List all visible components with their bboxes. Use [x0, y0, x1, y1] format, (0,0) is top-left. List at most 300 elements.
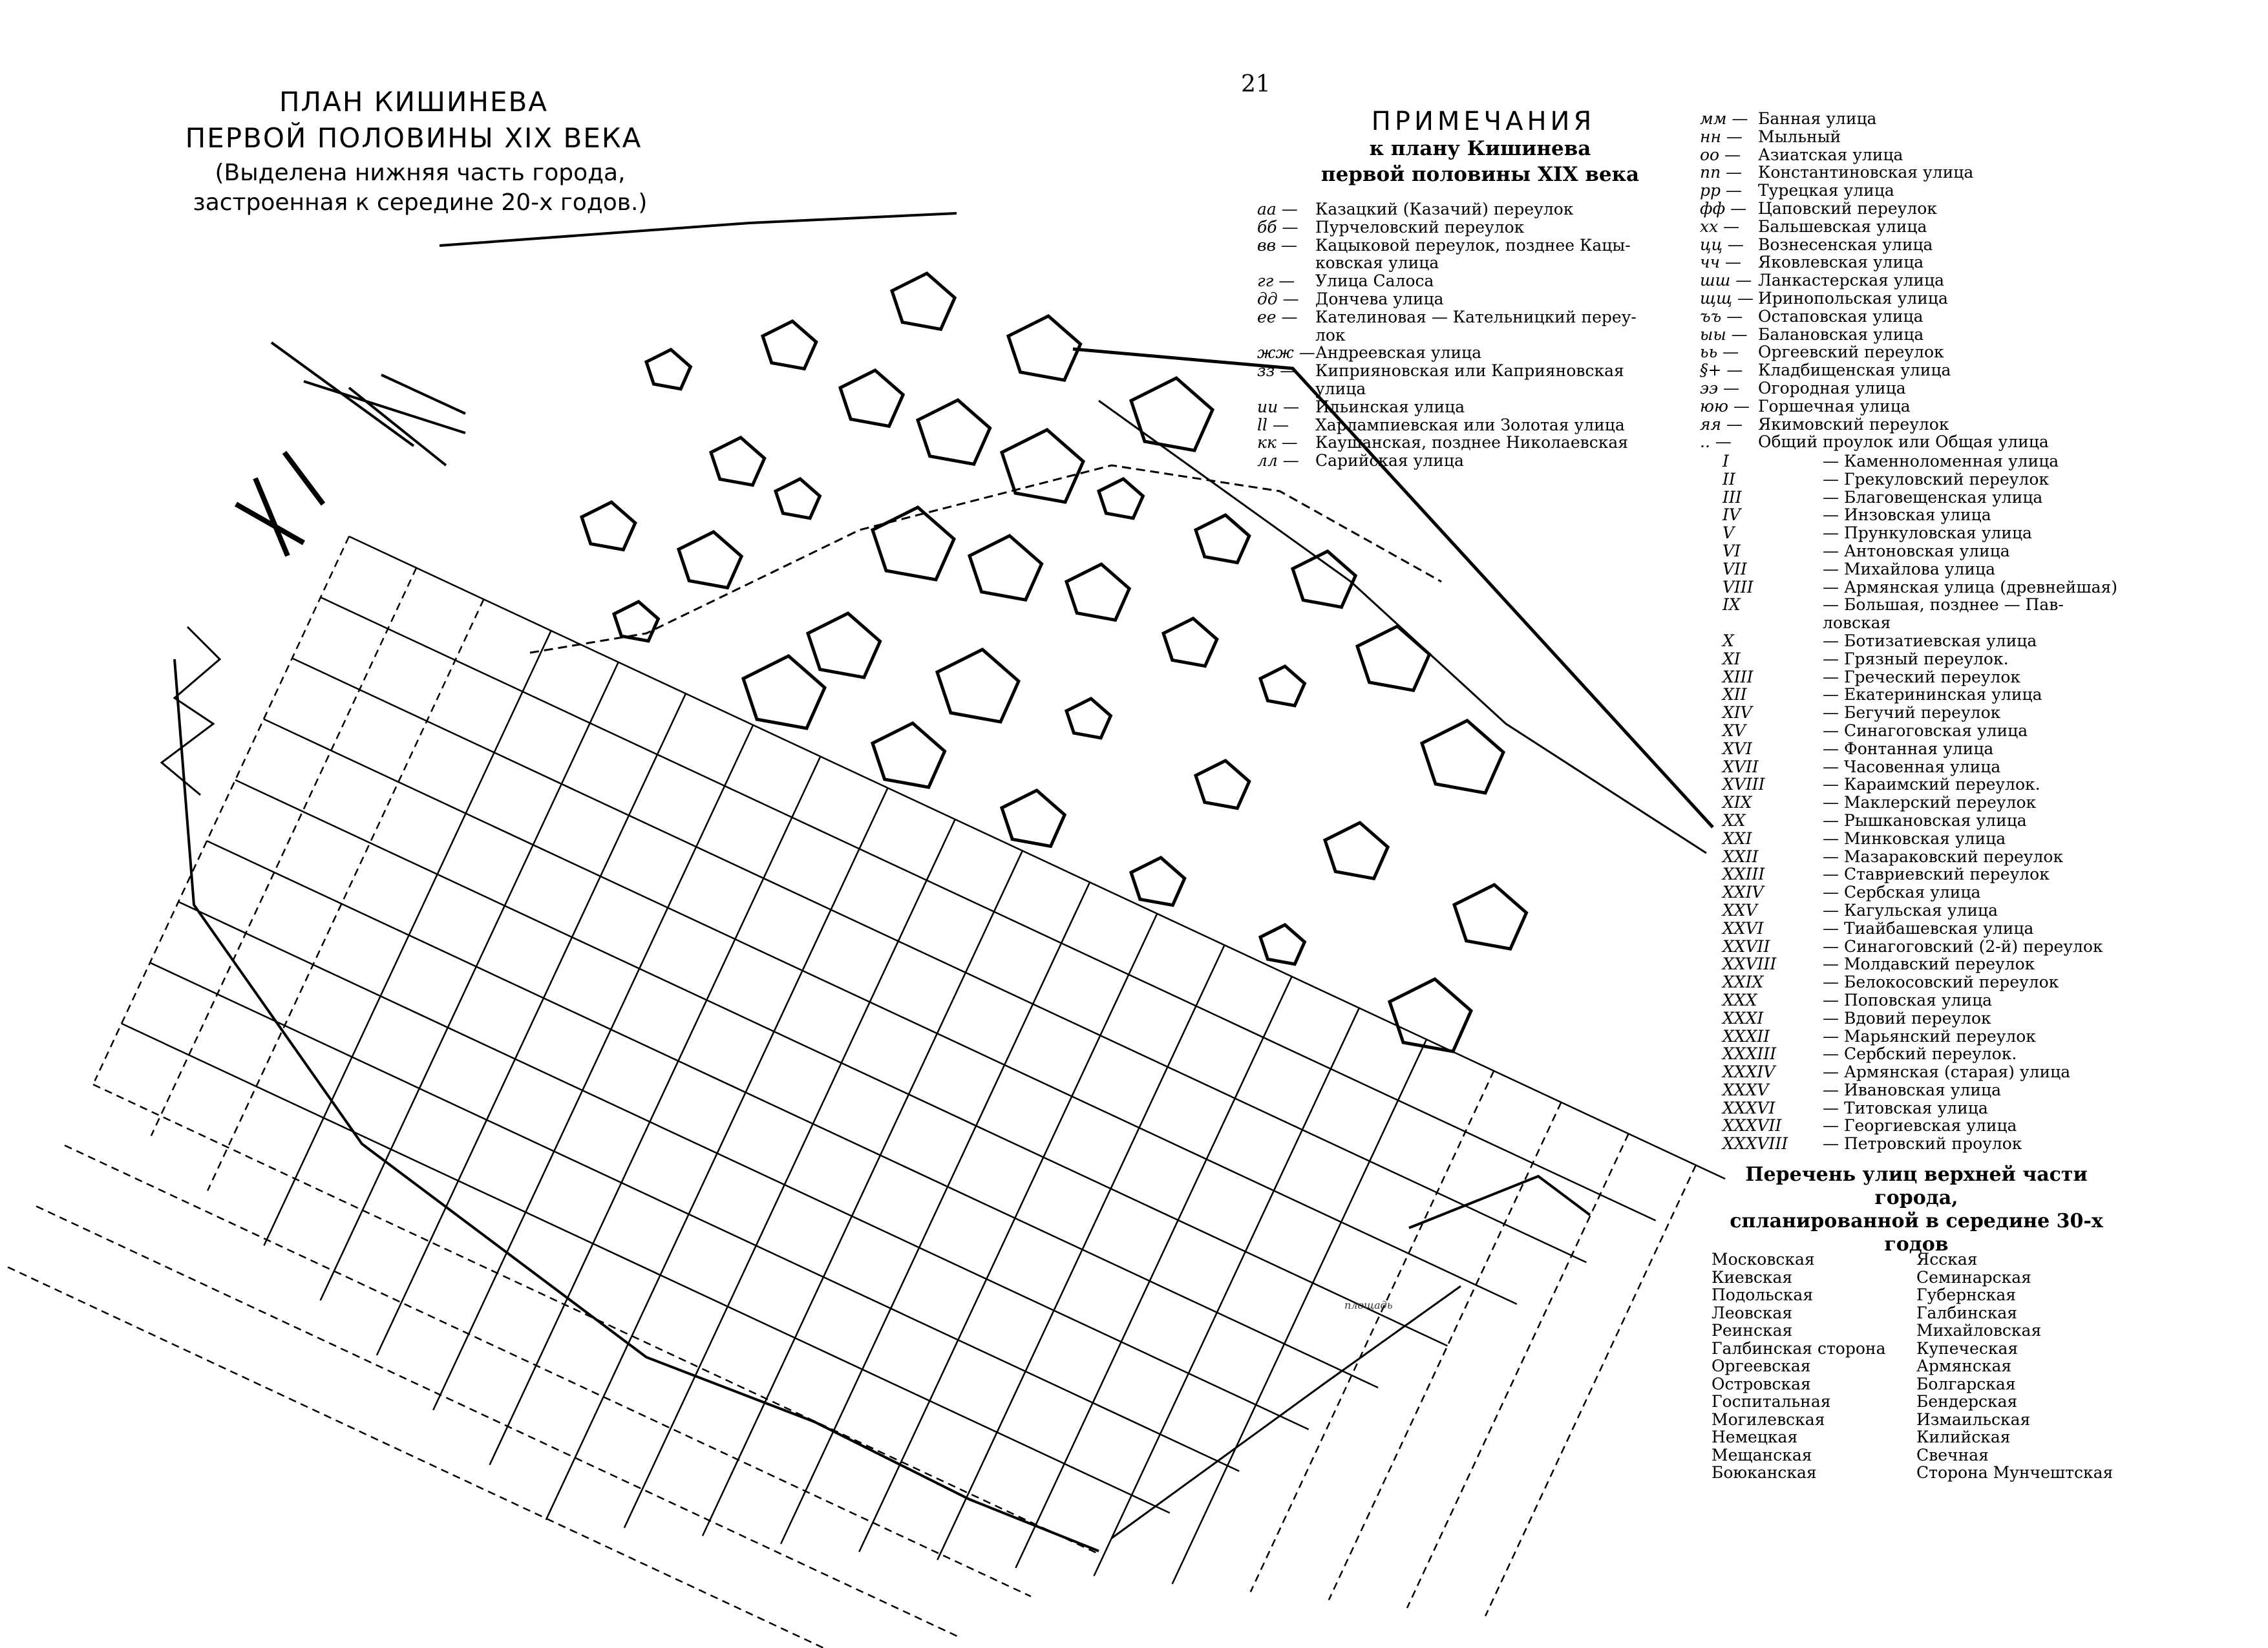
- legend-code: VIII: [1722, 577, 1754, 597]
- street-line: [150, 963, 1239, 1472]
- legend-entry: [1257, 398, 1671, 416]
- legend-code: щщ —: [1700, 288, 1754, 308]
- legend-entry: [1700, 200, 2126, 218]
- legend-code: XXIX: [1722, 973, 1764, 992]
- legend-street-name: — Сербская улица: [1823, 883, 1981, 902]
- legend-entry: [1722, 938, 2143, 956]
- legend-entry: [1722, 524, 2143, 542]
- legend-code: ьь —: [1700, 343, 1739, 362]
- legend-street-name: — Маклерский переулок: [1823, 793, 2037, 812]
- legend-street-name: — Марьянский переулок: [1823, 1026, 2036, 1046]
- cross-street-line: [264, 631, 551, 1245]
- legend-street-name: — Грекуловский переулок: [1823, 469, 2050, 489]
- legend-street-name: — Ивановская улица: [1823, 1080, 2002, 1099]
- cross-street-line: [546, 788, 888, 1519]
- legend-entry: [1722, 668, 2143, 686]
- legend-entry: [1722, 1028, 2143, 1046]
- legend-entry: [1722, 614, 2143, 632]
- street-line: [207, 841, 1378, 1388]
- legend-street-name: — Синагоговский (2-й) переулок: [1823, 936, 2103, 956]
- street-name: Губернская: [1916, 1285, 2017, 1304]
- old-town-block: [1131, 858, 1185, 905]
- old-town-block: [1260, 666, 1304, 706]
- legend-code: IX: [1722, 595, 1741, 615]
- legend-street-name: Андреевская улица: [1315, 343, 1482, 363]
- legend-entry: [1700, 416, 2126, 434]
- legend-street-name: Константиновская улица: [1758, 163, 1974, 182]
- legend-entry: [1257, 254, 1671, 272]
- legend-street-name: лок: [1315, 325, 1346, 344]
- legend-entry: [1700, 146, 2126, 164]
- street-name: Мещанская: [1712, 1445, 1812, 1464]
- legend-code: XIV: [1722, 703, 1752, 723]
- legend-entry: [1257, 362, 1671, 380]
- street-line: [178, 902, 1309, 1429]
- legend-code: дд —: [1257, 289, 1299, 308]
- cross-street-line: [859, 914, 1157, 1552]
- old-town-block: [1196, 515, 1249, 563]
- legend-entry: [1722, 470, 2143, 489]
- old-town-block: [1002, 790, 1065, 846]
- legend-entry: [1700, 361, 2126, 379]
- legend-entry: [1722, 578, 2143, 597]
- city-boundary-line: [1112, 1286, 1461, 1538]
- legend-street-name: Азиатская улица: [1758, 145, 1903, 164]
- legend-code: XII: [1722, 685, 1747, 704]
- legend-code: юю —: [1700, 396, 1750, 416]
- legend-code: шш —: [1700, 271, 1752, 290]
- legend-code: XXXVI: [1722, 1098, 1775, 1117]
- old-town-block: [918, 400, 990, 464]
- street-line: [8, 1267, 892, 1648]
- page-number: 21: [1241, 71, 1271, 98]
- legend-street-name: — Фонтанная улица: [1823, 739, 1994, 758]
- legend-street-name: Иринопольская улица: [1758, 288, 1948, 308]
- legend-street-name: Ильинская улица: [1315, 397, 1465, 416]
- legend-code: XXII: [1722, 847, 1759, 866]
- cross-street-line: [1094, 1008, 1359, 1576]
- legend-street-name: Оргеевский переулок: [1758, 343, 1944, 362]
- map-title-line: ПЕРВОЙ ПОЛОВИНЫ XIX ВЕКА: [185, 122, 642, 154]
- legend-street-name: Улица Салоса: [1315, 271, 1434, 291]
- legend-street-name: Остаповская улица: [1758, 306, 1924, 326]
- cross-street-line: [207, 599, 483, 1190]
- legend-street-name: Дончева улица: [1315, 289, 1444, 308]
- legend-entry: [1700, 326, 2126, 344]
- legend-code: [1722, 614, 1816, 632]
- legend-entry: [1700, 128, 2126, 146]
- legend-code: XXVII: [1722, 936, 1770, 956]
- legend-entry: [1722, 506, 2143, 524]
- legend-code: нн —: [1700, 127, 1743, 146]
- legend-street-name: Ланкастерская улица: [1758, 271, 1945, 290]
- legend-entry: [1257, 416, 1671, 434]
- legend-entry: [1722, 794, 2143, 812]
- legend-entry: [1257, 272, 1671, 290]
- legend-entry: [1700, 379, 2126, 397]
- legend-code: XXVIII: [1722, 955, 1777, 974]
- old-town-block: [1422, 721, 1503, 793]
- legend-street-name: — Благовещенская улица: [1823, 487, 2043, 507]
- legend-street-name: — Кагульская улица: [1823, 900, 1998, 920]
- street-name: Михайловская: [1916, 1321, 2042, 1340]
- legend-street-name: Бальшевская улица: [1758, 217, 1927, 236]
- old-town-block: [873, 723, 945, 787]
- upper-streets-column-2: [1916, 1251, 2130, 1482]
- old-town-block: [582, 502, 635, 550]
- old-town-block: [679, 532, 741, 587]
- street-line: [292, 658, 1586, 1262]
- legend-code: [1257, 254, 1315, 272]
- legend-street-name: — Грязный переулок.: [1823, 649, 2009, 668]
- legend-street-name: ловская: [1823, 613, 1891, 633]
- street-line: [122, 1024, 1170, 1513]
- legend-entry: [1722, 812, 2143, 830]
- legend-code: пп —: [1700, 163, 1743, 182]
- street-name: Ясская: [1916, 1250, 1978, 1269]
- street-name: Свечная: [1916, 1445, 1989, 1464]
- legend-code: XI: [1722, 649, 1741, 668]
- cross-street-line: [1407, 1134, 1629, 1608]
- legend-code: II: [1722, 469, 1735, 489]
- street-name: Госпитальная: [1712, 1392, 1831, 1411]
- legend-entry: [1722, 542, 2143, 560]
- cross-street-line: [1251, 1071, 1494, 1592]
- legend-street-name: — Антоновская улица: [1823, 541, 2010, 560]
- legend-entry: [1257, 308, 1671, 326]
- legend-street-name: — Греческий переулок: [1823, 667, 2021, 686]
- legend-entry: [1257, 290, 1671, 308]
- legend-code: гг —: [1257, 271, 1295, 291]
- legend-entry: [1722, 452, 2143, 470]
- map-title-line: ПЛАН КИШИНЕВА: [279, 86, 549, 118]
- legend-street-name: — Екатерининская улица: [1823, 685, 2042, 704]
- legend-entry: [1700, 182, 2126, 200]
- street-name: Галбинская: [1916, 1303, 2018, 1322]
- street-name: Купеческая: [1916, 1338, 2019, 1358]
- legend-street-name: — Караимский переулок.: [1823, 775, 2040, 794]
- legend-entry: [1722, 1045, 2143, 1063]
- legend-code: чч —: [1700, 253, 1742, 272]
- gully-line: [162, 627, 220, 795]
- old-town-block: [1325, 823, 1388, 878]
- notes-subtitle: [1312, 136, 1648, 187]
- legend-street-name: Сарийская улица: [1315, 451, 1464, 470]
- legend-street-name: — Каменноломенная улица: [1823, 452, 2059, 470]
- legend-code: ее —: [1257, 307, 1298, 326]
- legend-street-name: — Сербский переулок.: [1823, 1044, 2017, 1064]
- legend-code: XXV: [1722, 900, 1757, 920]
- legend-street-name: — Большая, позднее — Пав-: [1823, 595, 2064, 615]
- old-town-block: [1196, 761, 1249, 808]
- legend-entry: [1722, 991, 2143, 1009]
- legend-code: XVII: [1722, 757, 1759, 776]
- legend-entry: [1700, 433, 2126, 451]
- legend-roman-codes: [1722, 452, 2143, 1153]
- legend-street-name: Банная улица: [1758, 109, 1877, 128]
- street-name: Семинарская: [1916, 1267, 2031, 1287]
- legend-code: [1257, 380, 1315, 398]
- cross-street-line: [937, 945, 1224, 1559]
- cross-street-line: [624, 819, 955, 1528]
- legend-street-name: — Прункуловская улица: [1823, 523, 2032, 543]
- legend-code: лл —: [1257, 451, 1299, 470]
- legend-entry: [1722, 848, 2143, 866]
- map-subtitle-line: (Выделена нижняя часть города,: [215, 160, 626, 186]
- legend-entry: [1257, 452, 1671, 470]
- map-label-square: площадь: [1344, 1299, 1393, 1311]
- legend-entry: [1700, 397, 2126, 416]
- legend-street-name: — Молдавский переулок: [1823, 955, 2035, 974]
- legend-entry: [1722, 1081, 2143, 1099]
- legend-code: XXVI: [1722, 918, 1764, 938]
- legend-code: XIX: [1722, 793, 1752, 812]
- old-town-block: [873, 507, 954, 580]
- street-name: Островская: [1712, 1374, 1811, 1393]
- legend-code: V: [1722, 523, 1735, 543]
- old-town-block: [970, 536, 1042, 600]
- legend-street-name: Мыльный: [1758, 127, 1841, 146]
- legend-street-name: — Бегучий переулок: [1823, 703, 2001, 723]
- legend-entry: [1722, 1117, 2143, 1135]
- legend-street-name: — Минковская улица: [1823, 829, 2006, 848]
- street-name: Бендерская: [1916, 1392, 2018, 1411]
- old-town-block: [1454, 885, 1527, 949]
- old-town-block: [892, 273, 955, 329]
- legend-entry: [1722, 955, 2143, 973]
- legend-code: XXX: [1722, 990, 1757, 1009]
- legend-street-name: — Петровский проулок: [1823, 1134, 2022, 1154]
- legend-street-name: улица: [1315, 379, 1366, 398]
- street-name: Измаильская: [1916, 1410, 2031, 1429]
- river-bank-line: [1409, 1176, 1590, 1228]
- legend-entry: [1722, 865, 2143, 883]
- legend-code: XIII: [1722, 667, 1754, 686]
- legend-entry: [1700, 343, 2126, 361]
- street-name: Сторона Мунчештская: [1916, 1463, 2114, 1482]
- old-town-block: [1008, 316, 1081, 380]
- legend-street-name: — Михайлова улица: [1823, 559, 1995, 578]
- legend-street-name: Кладбищенская улица: [1758, 361, 1951, 380]
- legend-code: ии —: [1257, 397, 1300, 416]
- legend-code: яя —: [1700, 414, 1743, 434]
- legend-code: XXXIV: [1722, 1062, 1775, 1082]
- legend-entry: [1722, 596, 2143, 614]
- old-town-block: [711, 438, 765, 485]
- legend-street-name: — Ставриевский переулок: [1823, 865, 2050, 884]
- legend-code: VII: [1722, 559, 1747, 578]
- legend-code: XXXIII: [1722, 1044, 1777, 1064]
- legend-street-name: — Белокосовский переулок: [1823, 973, 2059, 992]
- legend-code: XXXV: [1722, 1080, 1769, 1099]
- legend-entry: [1700, 236, 2126, 254]
- legend-code: XV: [1722, 721, 1746, 740]
- gully-line: [271, 343, 465, 465]
- city-boundary-line: [530, 465, 1441, 653]
- cross-street-line: [1172, 1039, 1426, 1584]
- legend-code: ыы —: [1700, 324, 1748, 344]
- legend-entry: [1722, 489, 2143, 507]
- map-subtitle: [175, 158, 666, 218]
- legend-street-name: — Вдовий переулок: [1823, 1008, 1991, 1028]
- legend-entry: [1722, 722, 2143, 740]
- legend-entry: [1700, 164, 2126, 182]
- old-town-block: [763, 321, 816, 369]
- legend-entry: [1722, 1063, 2143, 1081]
- upper-streets-title-line: годов: [1884, 1233, 1949, 1256]
- legend-street-name: — Тиайбашевская улица: [1823, 918, 2034, 938]
- legend-entry: [1722, 1009, 2143, 1028]
- cross-street-line: [703, 850, 1023, 1536]
- old-town-block: [808, 613, 880, 677]
- legend-entry: [1722, 686, 2143, 704]
- legend-street-name: Якимовский переулок: [1758, 414, 1949, 434]
- old-town-block: [646, 350, 690, 389]
- legend-code: XXIII: [1722, 865, 1765, 884]
- cross-street-line: [433, 725, 753, 1410]
- legend-entry: [1722, 776, 2143, 794]
- legend-code: XXXVII: [1722, 1116, 1782, 1136]
- old-town-block: [1066, 699, 1110, 738]
- legend-entry: [1700, 253, 2126, 271]
- old-town-block: [743, 656, 825, 728]
- legend-street-name: — Ботизатиевская улица: [1823, 631, 2037, 650]
- legend-street-name: Кателиновая — Кательницкий переу-: [1315, 307, 1637, 326]
- legend-code: ээ —: [1700, 378, 1739, 397]
- legend-code: XXXVIII: [1722, 1134, 1788, 1154]
- legend-entry: [1700, 290, 2126, 308]
- legend-code: XVI: [1722, 739, 1752, 758]
- legend-street-name: Казацкий (Казачий) переулок: [1315, 200, 1574, 218]
- legend-code: XXIV: [1722, 883, 1764, 902]
- legend-street-name: Харлампиевская или Золотая улица: [1315, 415, 1625, 434]
- street-line: [65, 1145, 1031, 1596]
- legend-code: аа —: [1257, 200, 1298, 218]
- legend-street-name: — Георгиевская улица: [1823, 1116, 2017, 1136]
- old-town-block: [776, 479, 820, 518]
- old-town-block: [1066, 564, 1129, 620]
- street-name: Болгарская: [1916, 1374, 2016, 1393]
- legend-code: бб —: [1257, 217, 1298, 237]
- legend-code: .. —: [1700, 432, 1732, 452]
- legend-street-name: Пурчеловский переулок: [1315, 217, 1525, 237]
- legend-entry: [1722, 1135, 2143, 1153]
- legend-entry: [1722, 740, 2143, 758]
- legend-code: цц —: [1700, 235, 1744, 254]
- street-name: Галбинская сторона: [1712, 1338, 1886, 1358]
- legend-entry: [1722, 902, 2143, 920]
- legend-entry: [1722, 830, 2143, 848]
- cross-street-line: [321, 662, 619, 1301]
- legend-code: IV: [1722, 505, 1741, 525]
- legend-street-name: — Рышкановская улица: [1823, 810, 2027, 830]
- legend-code: хх —: [1700, 217, 1740, 236]
- legend-street-name: — Титовская улица: [1823, 1098, 1988, 1117]
- legend-entry: [1257, 344, 1671, 362]
- old-town-block: [1357, 626, 1430, 690]
- legend-entry: [1700, 271, 2126, 290]
- legend-street-name: — Инзовская улица: [1823, 505, 1991, 525]
- old-town-block: [840, 370, 903, 426]
- street-name: Килийская: [1916, 1428, 2011, 1446]
- legend-code: ll —: [1257, 415, 1289, 434]
- legend-code: XX: [1722, 810, 1746, 830]
- legend-entry: [1722, 650, 2143, 668]
- notes-title: ПРИМЕЧАНИЯ: [1371, 107, 1596, 136]
- legend-street-name: Каушанская, позднее Николаевская: [1315, 433, 1629, 452]
- legend-code: XXI: [1722, 829, 1752, 848]
- legend-entry: [1722, 704, 2143, 722]
- legend-street-name: Турецкая улица: [1758, 181, 1894, 200]
- legend-street-name: — Часовенная улица: [1823, 757, 2001, 776]
- legend-code: XVIII: [1722, 775, 1765, 794]
- upper-streets-title: [1706, 1163, 2126, 1256]
- legend-code: вв —: [1257, 235, 1298, 255]
- legend-street-name: Киприяновская или Каприяновская: [1315, 361, 1624, 381]
- legend-street-name: — Синагоговская улица: [1823, 721, 2028, 740]
- legend-street-name: Горшечная улица: [1758, 396, 1911, 416]
- legend-street-name: Цаповский переулок: [1758, 198, 1937, 218]
- old-town-block: [1163, 618, 1217, 666]
- legend-code: ъъ —: [1700, 306, 1743, 326]
- street-name: Московская: [1712, 1250, 1815, 1269]
- legend-code: фф —: [1700, 198, 1747, 218]
- cross-street-line: [1015, 977, 1291, 1568]
- legend-entry: [1700, 308, 2126, 326]
- legend-street-name: Балановская улица: [1758, 324, 1924, 344]
- legend-entry: [1257, 218, 1671, 237]
- legend-street-name: — Армянская (старая) улица: [1823, 1062, 2071, 1082]
- legend-street-name: — Поповская улица: [1823, 990, 1993, 1009]
- legend-code: I: [1722, 452, 1729, 470]
- map-subtitle-line: застроенная к середине 20-х годов.): [193, 189, 648, 216]
- notes-subtitle-line: первой половины XIX века: [1320, 163, 1640, 186]
- legend-street-name: ковская улица: [1315, 253, 1439, 273]
- street-name: Боюканская: [1712, 1463, 1817, 1482]
- legend-code: мм —: [1700, 109, 1748, 128]
- legend-street-name: — Мазараковский переулок: [1823, 847, 2064, 866]
- legend-code: рр —: [1700, 181, 1742, 200]
- legend-code: VI: [1722, 541, 1741, 560]
- cross-street-line: [1485, 1165, 1696, 1616]
- legend-street-name: Огородная улица: [1758, 378, 1906, 397]
- legend-street-name: Вознесенская улица: [1758, 235, 1933, 254]
- legend-entry: [1722, 1099, 2143, 1117]
- legend-code: кк —: [1257, 433, 1298, 452]
- old-town-block: [1099, 479, 1143, 518]
- legend-entry: [1722, 632, 2143, 650]
- legend-street-name: Яковлевская улица: [1758, 253, 1924, 272]
- legend-street-name: Общий проулок или Общая улица: [1758, 432, 2049, 452]
- street-line: [264, 719, 1517, 1304]
- legend-entry: [1257, 380, 1671, 398]
- upper-streets-title-line: Перечень улиц верхней части города,: [1745, 1163, 2088, 1209]
- legend-entry: [1700, 218, 2126, 236]
- legend-lowercase-codes: [1257, 200, 1671, 470]
- legend-code: оо —: [1700, 145, 1741, 164]
- legend-entry: [1257, 434, 1671, 452]
- notes-subtitle-line: к плану Кишинева: [1369, 137, 1591, 160]
- legend-entry: [1722, 973, 2143, 991]
- river-bank-line: [440, 213, 957, 246]
- legend-code: §+ —: [1700, 361, 1743, 380]
- city-boundary-line: [175, 659, 1099, 1551]
- legend-entry: [1722, 920, 2143, 938]
- legend-code: III: [1722, 487, 1742, 507]
- street-name: Могилевская: [1712, 1410, 1825, 1429]
- street-name: Немецкая: [1712, 1428, 1798, 1446]
- old-town-block: [1002, 430, 1083, 502]
